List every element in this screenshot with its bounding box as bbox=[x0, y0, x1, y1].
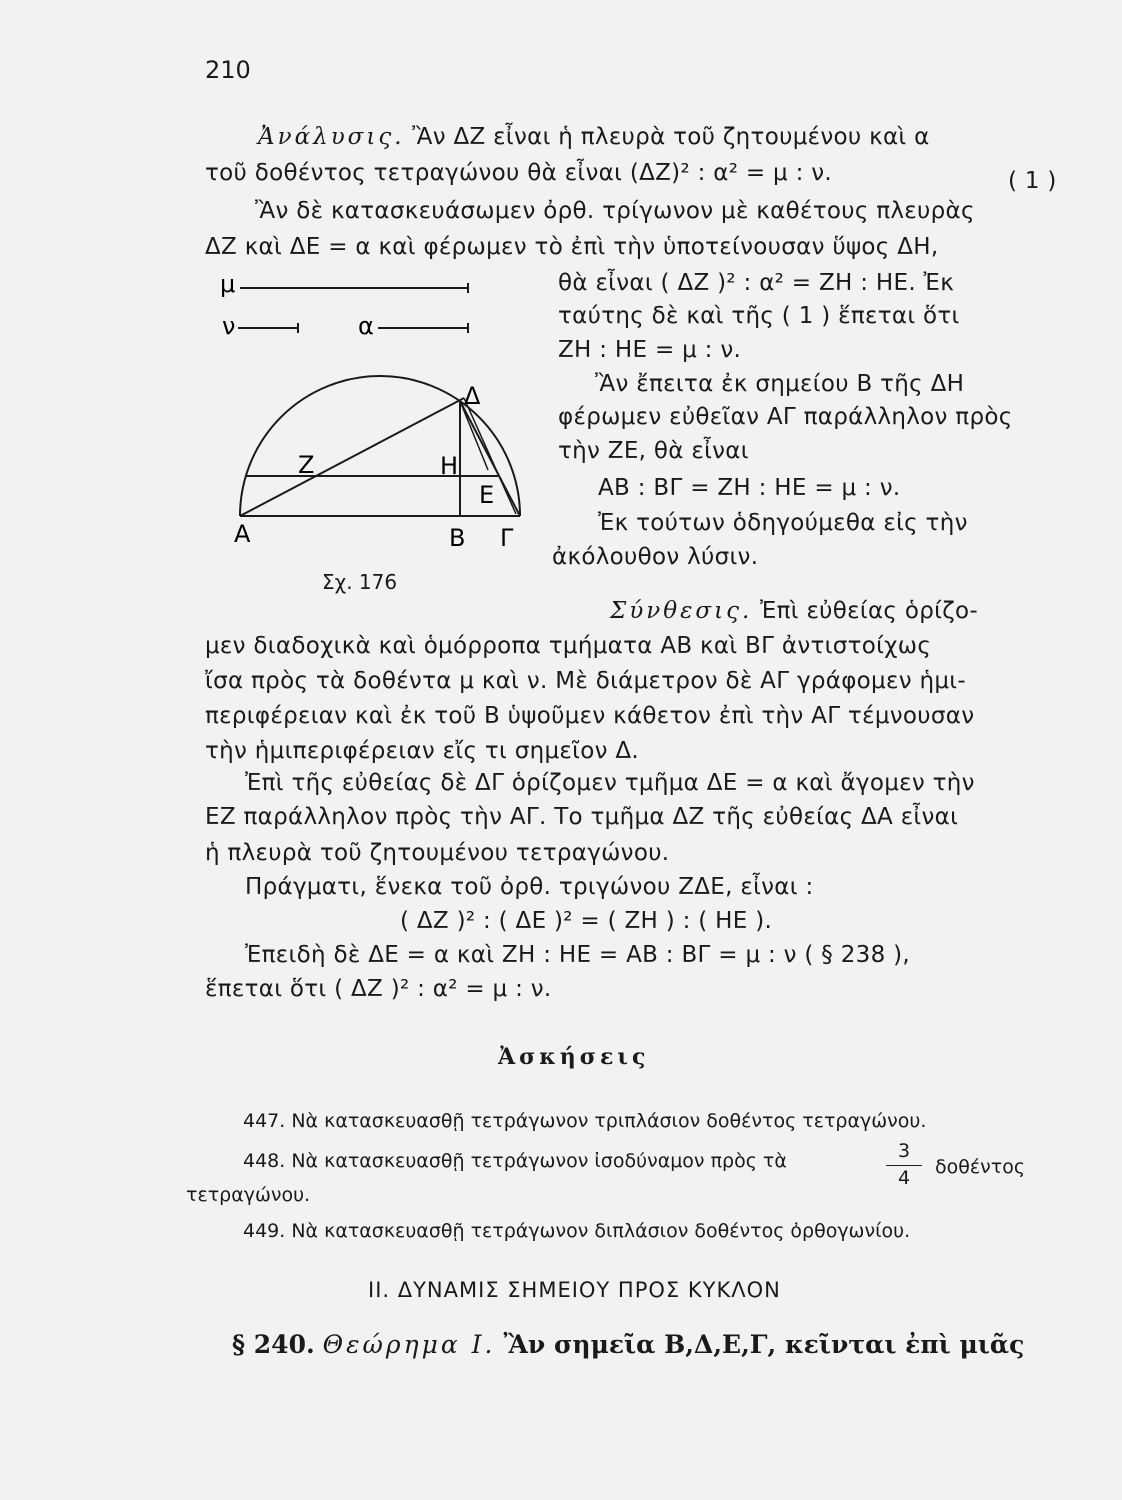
analysis-line-4: ΔΖ καὶ ΔΕ = α καὶ φέρωμεν τὸ ἐπὶ τὴν ὑποτείνουσαν ὕψος ΔΗ, bbox=[205, 234, 939, 260]
analysis-right-7: ΑΒ : ΒΓ = ΖΗ : ΗΕ = μ : ν. bbox=[598, 475, 901, 501]
analysis-right-1: θὰ εἶναι ( ΔΖ )² : α² = ΖΗ : ΗΕ. Ἐκ bbox=[558, 270, 955, 296]
analysis-right-3: ΖΗ : ΗΕ = μ : ν. bbox=[558, 337, 742, 363]
synthesis-line-11: Ἐπειδὴ δὲ ΔΕ = α καὶ ΖΗ : ΗΕ = ΑΒ : ΒΓ = μ : ν ( § 238 ), bbox=[245, 942, 910, 968]
synthesis-line-8: ἡ πλευρὰ τοῦ ζητουμένου τετραγώνου. bbox=[205, 840, 670, 866]
exercises-heading: Ἀσκήσεις bbox=[498, 1044, 650, 1070]
chord-AD bbox=[240, 398, 464, 516]
exercise-448-tail: δοθέντος bbox=[935, 1156, 1025, 1178]
section-title: ΙΙ. ΔΥΝΑΜΙΣ ΣΗΜΕΙΟΥ ΠΡΟΣ ΚΥΚΛΟΝ bbox=[368, 1278, 781, 1302]
fraction-numerator: 3 bbox=[897, 1140, 911, 1162]
synthesis-line-3: ἴσα πρὸς τὰ δοθέντα μ καὶ ν. Μὲ διάμετρον δὲ ΑΓ γράφομεν ἡμι- bbox=[205, 668, 966, 694]
synthesis-line-2: μεν διαδοχικὰ καὶ ὁμόρροπα τμήματα ΑΒ καὶ ΒΓ ἀντιστοίχως bbox=[205, 633, 932, 659]
analysis-right-2: ταύτης δὲ καὶ τῆς ( 1 ) ἕπεται ὅτι bbox=[558, 303, 960, 329]
synthesis-label: Σύνθεσις. bbox=[610, 598, 753, 624]
synthesis-line-6: Ἐπὶ τῆς εὐθείας δὲ ΔΓ ὁρίζομεν τμῆμα ΔΕ = α καὶ ἄγομεν τὴν bbox=[245, 770, 975, 796]
analysis-text-1: Ἂν ΔΖ εἶναι ἡ πλευρὰ τοῦ ζητουμένου καὶ α bbox=[412, 124, 930, 150]
analysis-right-4: Ἂν ἔπειτα ἐκ σημείου Β τῆς ΔΗ bbox=[595, 371, 965, 397]
label-H: Η bbox=[440, 452, 459, 480]
exercise-448-cont: τετραγώνου. bbox=[186, 1184, 311, 1206]
synthesis-line-4: περιφέρειαν καὶ ἐκ τοῦ Β ὑψοῦμεν κάθετον ἐπὶ τὴν ΑΓ τέμνουσαν bbox=[205, 703, 975, 729]
synthesis-line-1 bbox=[610, 598, 978, 624]
analysis-label: Ἀνάλυσις. bbox=[258, 124, 405, 150]
theorem-statement: Ἂν σημεῖα Β,Δ,Ε,Γ, κεῖνται ἐπὶ μιᾶς bbox=[503, 1330, 1025, 1359]
synthesis-text-1: Ἐπὶ εὐθείας ὁρίζο- bbox=[759, 598, 978, 624]
analysis-right-8: Ἐκ τούτων ὁδηγούμεθα εἰς τὴν bbox=[598, 510, 968, 536]
exercise-448: 448. Νὰ κατασκευασθῇ τετράγωνον ἰσοδύναμον πρὸς τὰ bbox=[243, 1150, 787, 1172]
label-mu: μ bbox=[220, 270, 236, 298]
analysis-right-5: φέρωμεν εὐθεῖαν ΑΓ παράλληλον πρὸς bbox=[558, 404, 1013, 430]
theorem-section: § 240. bbox=[232, 1330, 315, 1359]
synthesis-line-7: ΕΖ παράλληλον πρὸς τὴν ΑΓ. Το τμῆμα ΔΖ τῆς εὐθείας ΔΑ εἶναι bbox=[205, 804, 959, 830]
equation-number-1: ( 1 ) bbox=[1008, 168, 1057, 194]
analysis-right-9: ἀκόλουθον λύσιν. bbox=[552, 544, 759, 570]
figure-176 bbox=[220, 262, 540, 552]
label-E: Ε bbox=[479, 481, 495, 509]
analysis-right-6: τὴν ΖΕ, θὰ εἶναι bbox=[558, 438, 749, 464]
synthesis-line-10: ( ΔΖ )² : ( ΔΕ )² = ( ΖΗ ) : ( ΗΕ ). bbox=[400, 908, 773, 934]
synthesis-line-9: Πράγματι, ἕνεκα τοῦ ὀρθ. τριγώνου ΖΔΕ, εἶναι : bbox=[245, 874, 814, 900]
label-A: Α bbox=[234, 520, 251, 548]
theorem-name: Θεώρημα Ι. bbox=[322, 1330, 496, 1359]
exercise-447: 447. Νὰ κατασκευασθῇ τετράγωνον τριπλάσιον δοθέντος τετραγώνου. bbox=[243, 1110, 927, 1132]
analysis-line-2: τοῦ δοθέντος τετραγώνου θὰ εἶναι (ΔΖ)² : α² = μ : ν. bbox=[205, 160, 832, 186]
fraction-bar bbox=[886, 1165, 922, 1166]
theorem-line bbox=[232, 1330, 1024, 1359]
label-G: Γ bbox=[500, 524, 514, 552]
exercise-449: 449. Νὰ κατασκευασθῇ τετράγωνον διπλάσιον δοθέντος ὀρθογωνίου. bbox=[243, 1220, 911, 1242]
label-nu: ν bbox=[222, 312, 236, 340]
label-Z: Ζ bbox=[298, 451, 315, 479]
figure-caption: Σχ. 176 bbox=[322, 570, 398, 594]
label-alpha: α bbox=[358, 312, 374, 340]
analysis-line-3: Ἂν δὲ κατασκευάσωμεν ὀρθ. τρίγωνον μὲ καθέτους πλευρὰς bbox=[255, 198, 975, 224]
fraction-denominator: 4 bbox=[897, 1167, 911, 1189]
synthesis-line-5: τὴν ἡμιπεριφέρειαν εἴς τι σημεῖον Δ. bbox=[205, 738, 640, 764]
analysis-line-1 bbox=[258, 124, 930, 150]
fraction-three-quarters bbox=[884, 1140, 924, 1189]
label-D: Δ bbox=[464, 382, 481, 410]
label-B: Β bbox=[449, 524, 466, 552]
synthesis-line-12: ἕπεται ὅτι ( ΔΖ )² : α² = μ : ν. bbox=[205, 976, 552, 1002]
page-number: 210 bbox=[205, 56, 251, 84]
